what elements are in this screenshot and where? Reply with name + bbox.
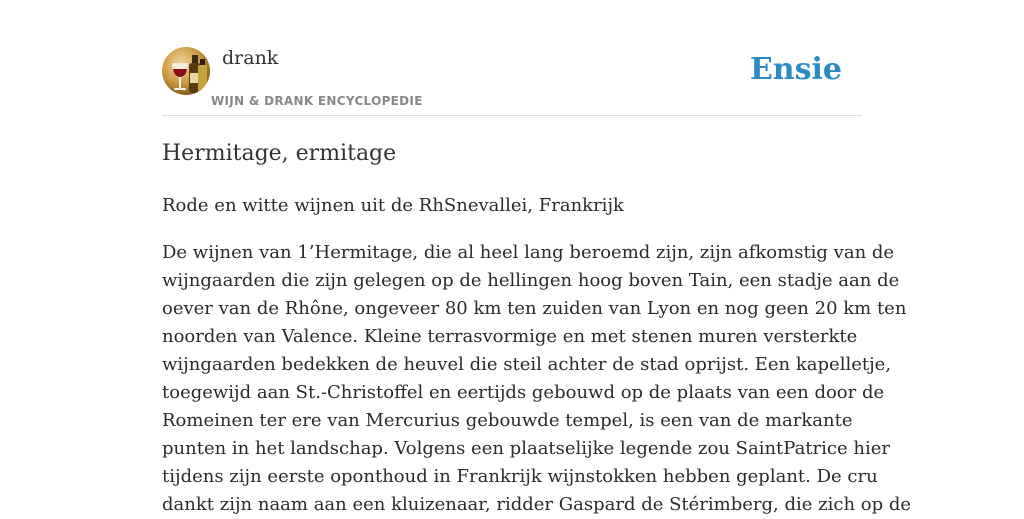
site-header (162, 0, 862, 116)
body-line: punten in het landschap. Volgens een plaatselijke legende zou SaintPatrice hier (162, 438, 890, 459)
body-line: noorden van Valence. Kleine terrasvormige en met stenen muren versterkte (162, 326, 858, 347)
wine-glass-bottles-icon (162, 47, 210, 95)
article-body (162, 239, 912, 519)
body-line: toegewijd aan St.-Christoffel en eertijds gebouwd op de plaats van een door de (162, 382, 885, 403)
body-line: oever van de Rhône, ongeveer 80 km ten zuiden van Lyon en nog geen 20 km ten (162, 298, 907, 319)
body-line: De wijnen van 1’Hermitage, die al heel lang beroemd zijn, zijn afkomstig van de (162, 242, 895, 263)
body-line: Romeinen ter ere van Mercurius gebouwde tempel, is een van de markante (162, 410, 853, 431)
page-title: Hermitage, ermitage (162, 141, 397, 166)
body-line: dankt zijn naam aan een kluizenaar, ridder Gaspard de Stérimberg, die zich op de (162, 494, 912, 515)
body-line: wijngaarden die zijn gelegen op de hellingen hoog boven Tain, een stadje aan de (162, 270, 900, 291)
brand-logo-link[interactable]: Ensie (749, 52, 842, 87)
site-name[interactable]: drank (222, 47, 279, 69)
avatar[interactable] (162, 47, 210, 95)
site-subtitle: WIJN & DRANK ENCYCLOPEDIE (211, 94, 423, 108)
article-subtitle: Rode en witte wijnen uit de RhSnevallei, Frankrijk (162, 195, 624, 216)
body-line: tijdens zijn eerste oponthoud in Frankrijk wijnstokken hebben geplant. De cru (162, 466, 878, 487)
page-container (162, 0, 912, 515)
body-line: wijngaarden bedekken de heuvel die steil achter de stad oprijst. Een kapelletje, (162, 354, 892, 375)
